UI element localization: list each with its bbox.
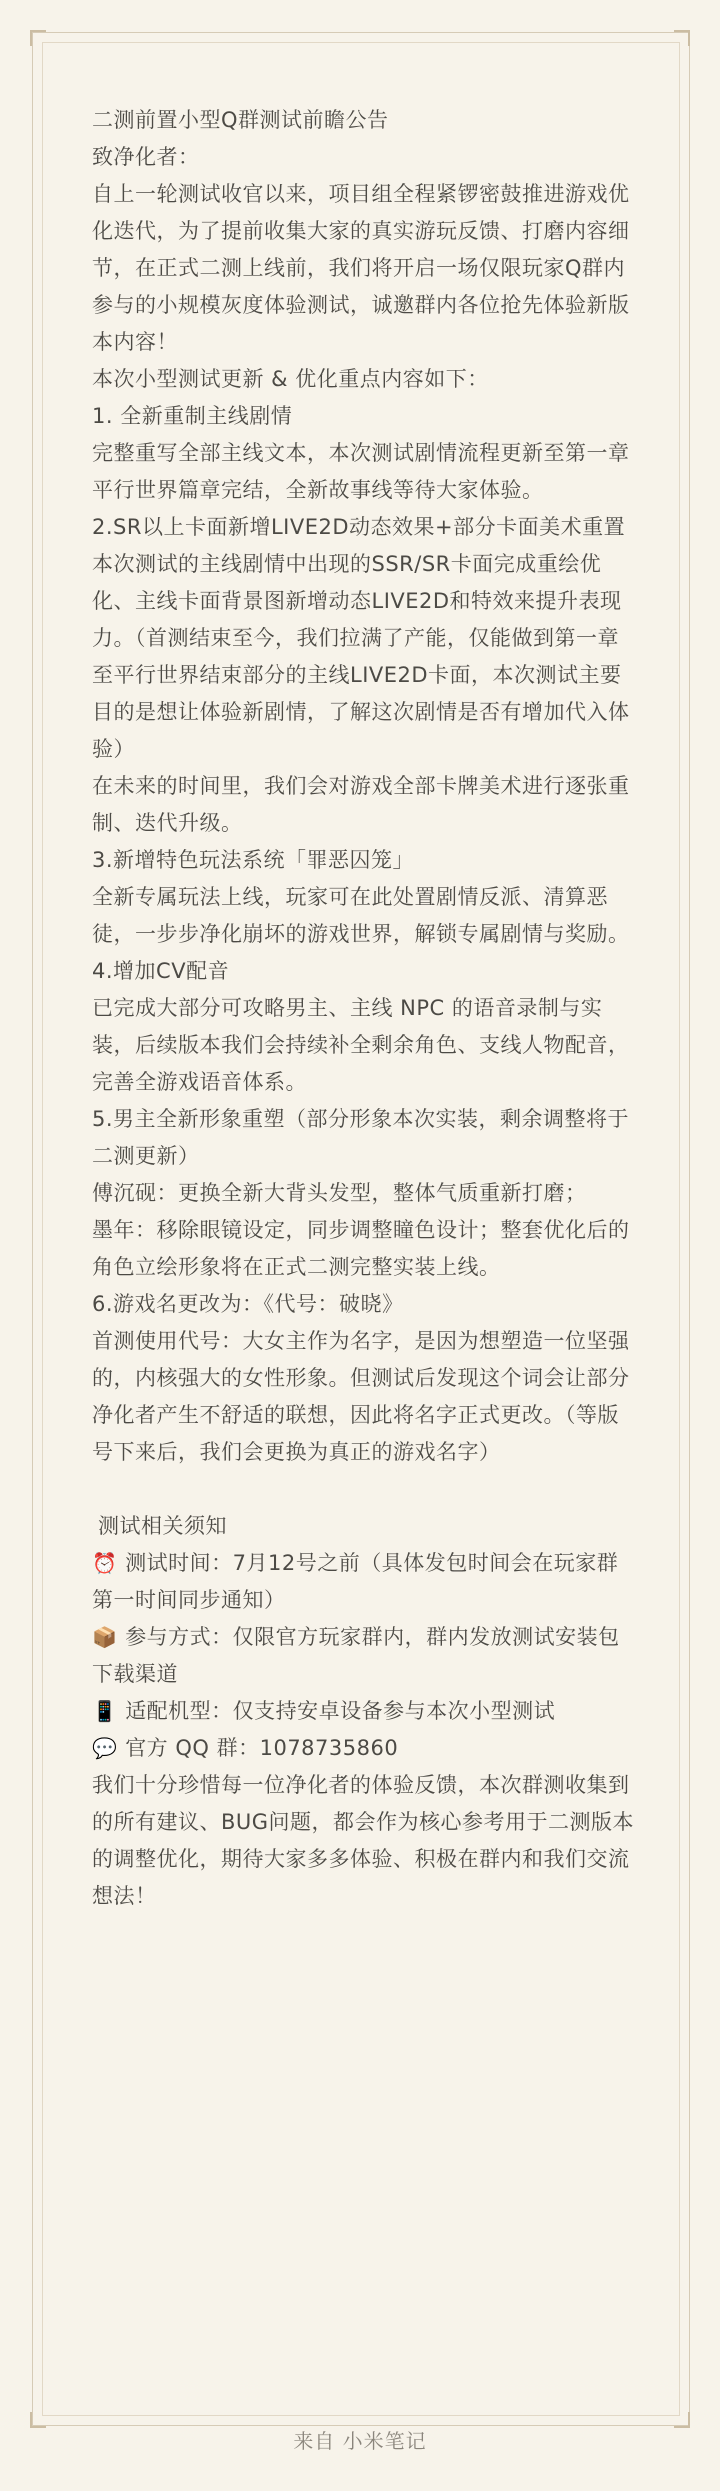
qq-group-line — [92, 1730, 638, 1767]
greeting: 致净化者： — [92, 145, 200, 169]
join-method-line — [92, 1619, 638, 1693]
item-2-body: 本次测试的主线剧情中出现的SSR/SR卡面完成重绘优化、主线卡面背景图新增动态LIVE2D和特效来提升表现力。（首测结束至今，我们拉满了产能，仅能做到第一章至平行世界结束部分的主线LIVE2D卡面，本次测试主要目的是想让体验新剧情，了解这次剧情是否有增加代入体验） — [92, 552, 630, 761]
package-icon: 📦 — [92, 1625, 118, 1649]
item-4-title: 4.增加CV配音 — [92, 959, 230, 983]
item-2-title: 2.SR以上卡面新增LIVE2D动态效果+部分卡面美术重置 — [92, 515, 626, 539]
item-5-body-1: 傅沉砚：更换全新大背头发型，整体气质重新打磨； — [92, 1181, 587, 1205]
item-4-body: 已完成大部分可攻略男主、主线 NPC 的语音录制与实装，后续版本我们会持续补全剩余角色、支线人物配音，完善全游戏语音体系。 — [92, 996, 630, 1094]
item-2-body-2: 在未来的时间里，我们会对游戏全部卡牌美术进行逐张重制、迭代升级。 — [92, 774, 630, 835]
alarm-clock-icon: ⏰ — [92, 1551, 118, 1575]
device-line — [92, 1693, 638, 1730]
test-time-text: 测试时间：7月12号之前（具体发包时间会在玩家群第一时间同步通知） — [92, 1551, 619, 1612]
qq-group-text: 官方 QQ 群：1078735860 — [125, 1736, 399, 1760]
item-1-body: 完整重写全部主线文本，本次测试剧情流程更新至第一章平行世界篇章完结，全新故事线等待大家体验。 — [92, 441, 630, 502]
item-3-body: 全新专属玩法上线，玩家可在此处置剧情反派、清算恶徒，一步步净化崩坏的游戏世界，解锁专属剧情与奖励。 — [92, 885, 630, 946]
item-6-title: 6.游戏名更改为：《代号：破晓》 — [92, 1292, 404, 1316]
item-5-title: 5.男主全新形象重塑（部分形象本次实装，剩余调整将于二测更新） — [92, 1107, 630, 1168]
blank-line — [92, 1471, 638, 1508]
item-6-body: 首测使用代号：大女主作为名字，是因为想塑造一位坚强的，内核强大的女性形象。但测试后发现这个词会让部分净化者产生不舒适的联想，因此将名字正式更改。（等版号下来后，我们会更换为真正的游戏名字） — [92, 1329, 630, 1464]
note-content — [92, 102, 638, 1915]
test-time-line — [92, 1545, 638, 1619]
join-method-text: 参与方式：仅限官方玩家群内，群内发放测试安装包下载渠道 — [92, 1625, 620, 1686]
device-text: 适配机型：仅支持安卓设备参与本次小型测试 — [125, 1699, 556, 1723]
closing-paragraph: 我们十分珍惜每一位净化者的体验反馈，本次群测收集到的所有建议、BUG问题，都会作为核心参考用于二测版本的调整优化，期待大家多多体验、积极在群内和我们交流想法！ — [92, 1773, 635, 1908]
item-3-title: 3.新增特色玩法系统「罪恶囚笼」 — [92, 848, 415, 872]
item-1-title: 1. 全新重制主线剧情 — [92, 404, 293, 428]
mobile-phone-icon: 📱 — [92, 1699, 118, 1723]
notice-title: 测试相关须知 — [98, 1514, 227, 1538]
speech-bubble-icon: 💬 — [92, 1736, 118, 1760]
frame-corner-ornament — [30, 30, 46, 46]
intro-paragraph: 自上一轮测试收官以来，项目组全程紧锣密鼓推进游戏优化迭代，为了提前收集大家的真实游玩反馈、打磨内容细节，在正式二测上线前，我们将开启一场仅限玩家Q群内参与的小规模灰度体验测试，诚邀群内各位抢先体验新版本内容！ — [92, 182, 630, 354]
source-footer: 来自 小米笔记 — [293, 2429, 427, 2453]
item-5-body-2: 墨年：移除眼镜设定，同步调整瞳色设计；整套优化后的角色立绘形象将在正式二测完整实装上线。 — [92, 1218, 630, 1279]
frame-corner-ornament — [674, 30, 690, 46]
note-title: 二测前置小型Q群测试前瞻公告 — [92, 108, 389, 132]
section-intro: 本次小型测试更新 & 优化重点内容如下： — [92, 367, 489, 391]
